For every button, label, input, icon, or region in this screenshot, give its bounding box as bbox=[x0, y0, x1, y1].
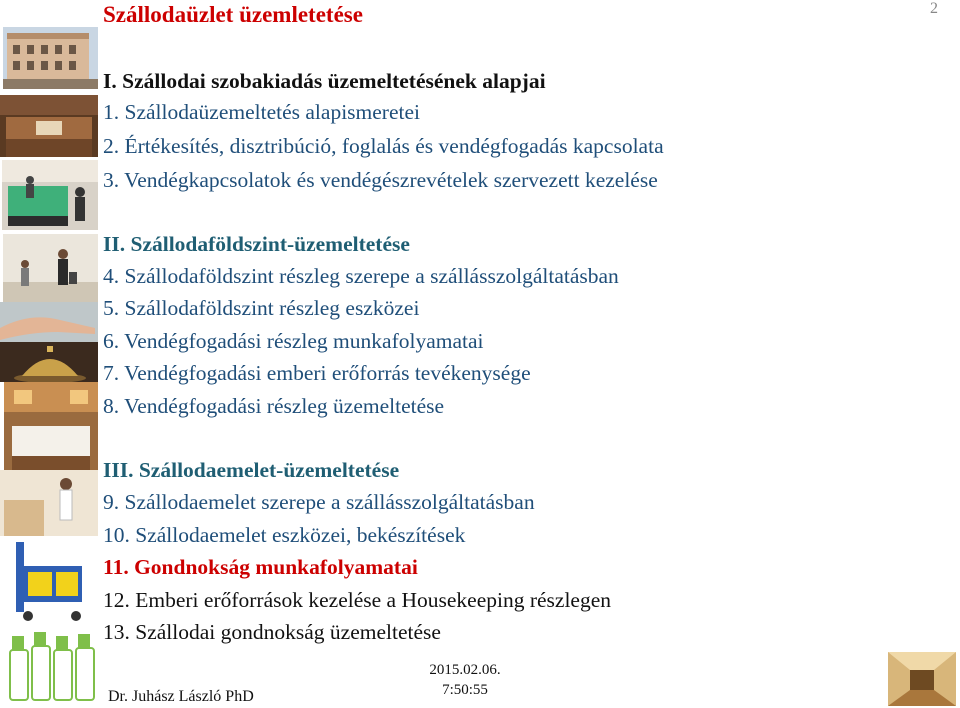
housekeeper-photo bbox=[0, 470, 98, 536]
section-heading-3: III. Szállodaemelet-üzemeltetése bbox=[103, 458, 400, 482]
page-number: 2 bbox=[930, 0, 938, 17]
cleaning-cart-photo bbox=[4, 536, 98, 624]
section-heading-1: I. Szállodai szobakiadás üzemeltetésének alapjai bbox=[103, 69, 546, 93]
service-bell-photo bbox=[0, 342, 98, 382]
list-item: 12. Emberi erőforrások kezelése a Housekeeping részlegen bbox=[103, 588, 612, 612]
list-item: 1. Szállodaüzemeltetés alapismeretei bbox=[103, 100, 420, 124]
lobby-guests-photo bbox=[3, 234, 98, 302]
footer-date: 2015.02.06. bbox=[429, 662, 501, 678]
list-item: 4. Szállodaföldszint részleg szerepe a szállásszolgáltatásban bbox=[103, 264, 619, 288]
hand-tapping-photo bbox=[0, 302, 98, 342]
list-item: 5. Szállodaföldszint részleg eszközei bbox=[103, 296, 420, 320]
footer-time: 7:50:55 bbox=[442, 682, 488, 698]
list-item-highlighted: 11. Gondnokság munkafolyamatai bbox=[103, 555, 418, 579]
hotel-room-photo bbox=[4, 382, 98, 470]
list-item: 13. Szállodai gondnokság üzemeltetése bbox=[103, 620, 441, 644]
slide-title: Szállodaüzlet üzemletetése bbox=[103, 2, 363, 27]
hotel-corridor-photo bbox=[888, 652, 956, 706]
list-item: 9. Szállodaemelet szerepe a szállásszolgáltatásban bbox=[103, 490, 535, 514]
footer-datetime bbox=[410, 660, 520, 700]
list-item: 6. Vendégfogadási részleg munkafolyamatai bbox=[103, 329, 484, 353]
cleaning-bottles-photo bbox=[4, 626, 98, 704]
lobby-counter-photo bbox=[2, 160, 98, 230]
list-item: 3. Vendégkapcsolatok és vendégészrevételek szervezett kezelése bbox=[103, 168, 658, 192]
list-item: 8. Vendégfogadási részleg üzemeltetése bbox=[103, 394, 445, 418]
reception-desk-photo bbox=[0, 95, 98, 157]
list-item: 2. Értékesítés, disztribúció, foglalás és vendégfogadás kapcsolata bbox=[103, 134, 664, 158]
footer-author: Dr. Juhász László PhD bbox=[108, 688, 254, 705]
list-item: 10. Szállodaemelet eszközei, bekészítések bbox=[103, 523, 466, 547]
hotel-building-photo bbox=[3, 27, 98, 89]
list-item: 7. Vendégfogadási emberi erőforrás tevékenysége bbox=[103, 361, 531, 385]
section-heading-2: II. Szállodaföldszint-üzemeltetése bbox=[103, 232, 410, 256]
